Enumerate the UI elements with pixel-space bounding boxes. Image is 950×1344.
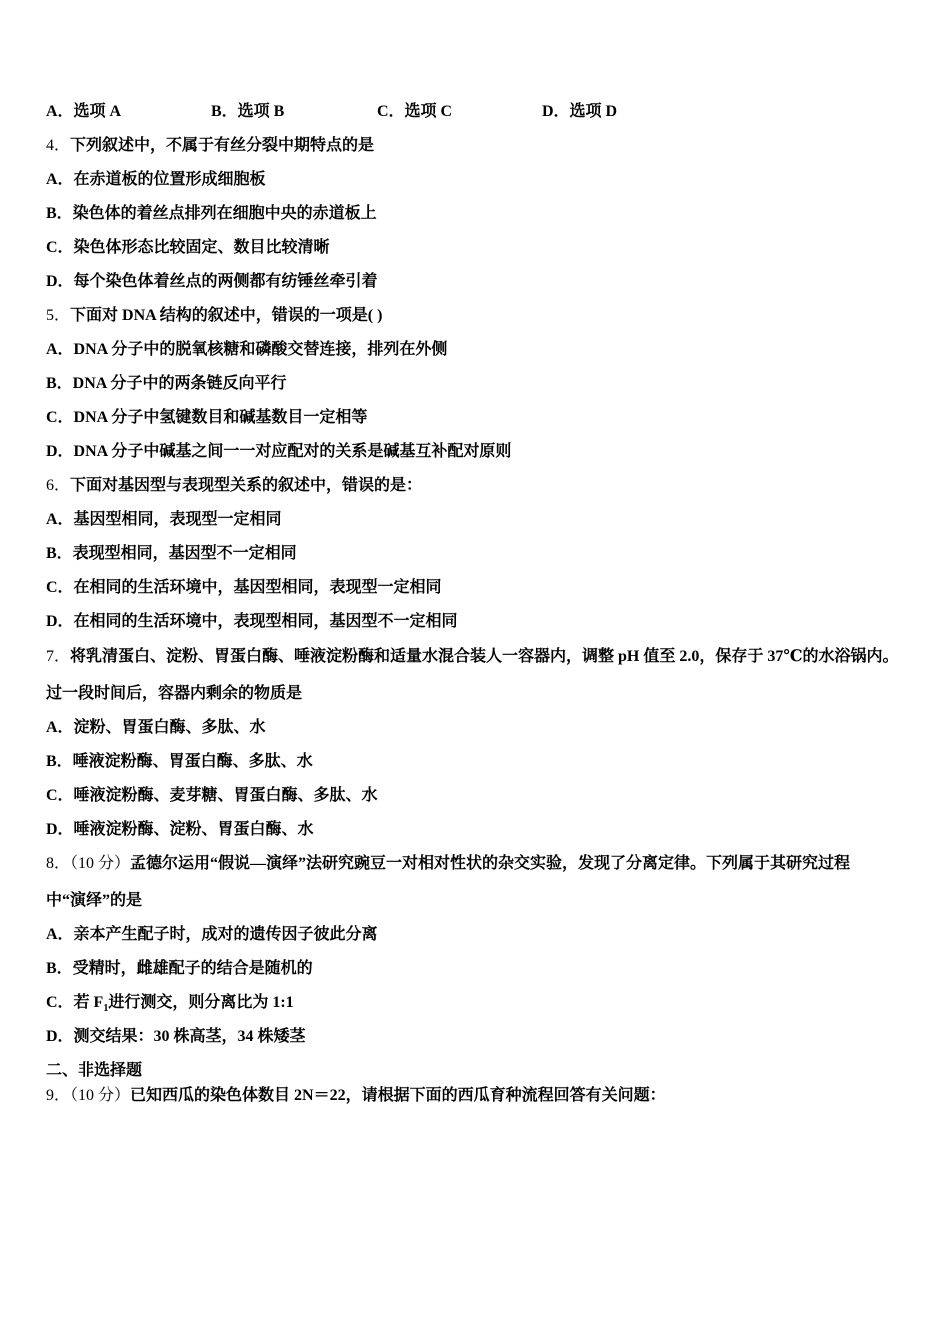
q7-stem-line2: 过一段时间后，容器内剩余的物质是	[46, 685, 303, 702]
q3-option-b: B．选项 B	[211, 103, 285, 120]
q6-option-b: B．表现型相同，基因型不一定相同	[46, 545, 297, 562]
q7-option-d: D．唾液淀粉酶、淀粉、胃蛋白酶、水	[46, 821, 314, 838]
q5-stem	[46, 306, 382, 326]
q5-option-d: D．DNA 分子中碱基之间一一对应配对的关系是碱基互补配对原则	[46, 443, 512, 460]
q3-option-a: A．选项 A	[46, 103, 122, 120]
section-title: 二、非选择题	[46, 1062, 143, 1079]
q6-option-d: D．在相同的生活环境中，表现型相同，基因型不一定相同	[46, 613, 458, 630]
q6-option-c: C．在相同的生活环境中，基因型相同，表现型一定相同	[46, 579, 442, 596]
q7-stem-text-1: 将乳清蛋白、淀粉、胃蛋白酶、唾液淀粉酶和适量水混合装人一容器内，调整 pH 值至 2.0，保存于 37℃的水浴锅内。	[70, 648, 899, 665]
q4-option-a: A．在赤道板的位置形成细胞板	[46, 171, 266, 188]
q8-stem-text-1: 孟德尔运用“假说—演绎”法研究豌豆一对相对性状的杂交实验，发现了分离定律。下列属于其研究过程	[130, 855, 851, 872]
q9-stem-text: 已知西瓜的染色体数目 2N＝22，请根据下面的西瓜育种流程回答有关问题：	[130, 1087, 666, 1104]
q5-option-c: C．DNA 分子中氢键数目和碱基数目一定相等	[46, 409, 368, 426]
q8-number: 8．	[46, 855, 71, 872]
q8-option-d: D．测交结果：30 株高茎，34 株矮茎	[46, 1028, 306, 1045]
q5-number: 5．	[46, 307, 71, 324]
q8-option-c-subscript: 1	[103, 1003, 109, 1015]
q6-option-a: A．基因型相同，表现型一定相同	[46, 511, 282, 528]
q7-option-b: B．唾液淀粉酶、胃蛋白酶、多肽、水	[46, 753, 313, 770]
q5-option-b: B．DNA 分子中的两条链反向平行	[46, 375, 287, 392]
q8-stem-line2: 中“演绎”的是	[46, 892, 143, 909]
q9-stem	[46, 1086, 666, 1106]
q7-option-c: C．唾液淀粉酶、麦芽糖、胃蛋白酶、多肽、水	[46, 787, 378, 804]
q4-number: 4．	[46, 137, 71, 154]
q4-option-b: B．染色体的着丝点排列在细胞中央的赤道板上	[46, 205, 377, 222]
q8-option-c-prefix: C．若 F	[46, 994, 104, 1011]
q4-option-c: C．染色体形态比较固定、数目比较清晰	[46, 239, 330, 256]
q6-stem-text: 下面对基因型与表现型关系的叙述中，错误的是：	[70, 477, 423, 494]
q4-option-d: D．每个染色体着丝点的两侧都有纺锤丝牵引着	[46, 273, 378, 290]
q3-option-d: D．选项 D	[542, 103, 618, 120]
q8-option-b: B．受精时，雌雄配子的结合是随机的	[46, 960, 313, 977]
q7-stem-line1	[46, 647, 899, 667]
q8-option-a: A．亲本产生配子时，成对的遗传因子彼此分离	[46, 926, 378, 943]
q9-score: （10 分）	[70, 1087, 131, 1104]
q4-stem-text: 下列叙述中，不属于有丝分裂中期特点的是	[70, 137, 375, 154]
q7-option-a: A．淀粉、胃蛋白酶、多肽、水	[46, 719, 266, 736]
q5-option-a: A．DNA 分子中的脱氧核糖和磷酸交替连接，排列在外侧	[46, 341, 448, 358]
q6-number: 6．	[46, 477, 71, 494]
q3-option-c: C．选项 C	[377, 103, 453, 120]
q7-number: 7．	[46, 648, 71, 665]
q8-score: （10 分）	[70, 855, 131, 872]
q6-stem	[46, 476, 422, 496]
q4-stem	[46, 136, 374, 156]
q5-stem-text: 下面对 DNA 结构的叙述中，错误的一项是( )	[70, 307, 383, 324]
q8-stem-line1	[46, 854, 850, 874]
q8-option-c-suffix: 进行测交，则分离比为 1:1	[108, 994, 294, 1011]
q9-number: 9．	[46, 1087, 71, 1104]
q8-option-c	[46, 993, 294, 1019]
